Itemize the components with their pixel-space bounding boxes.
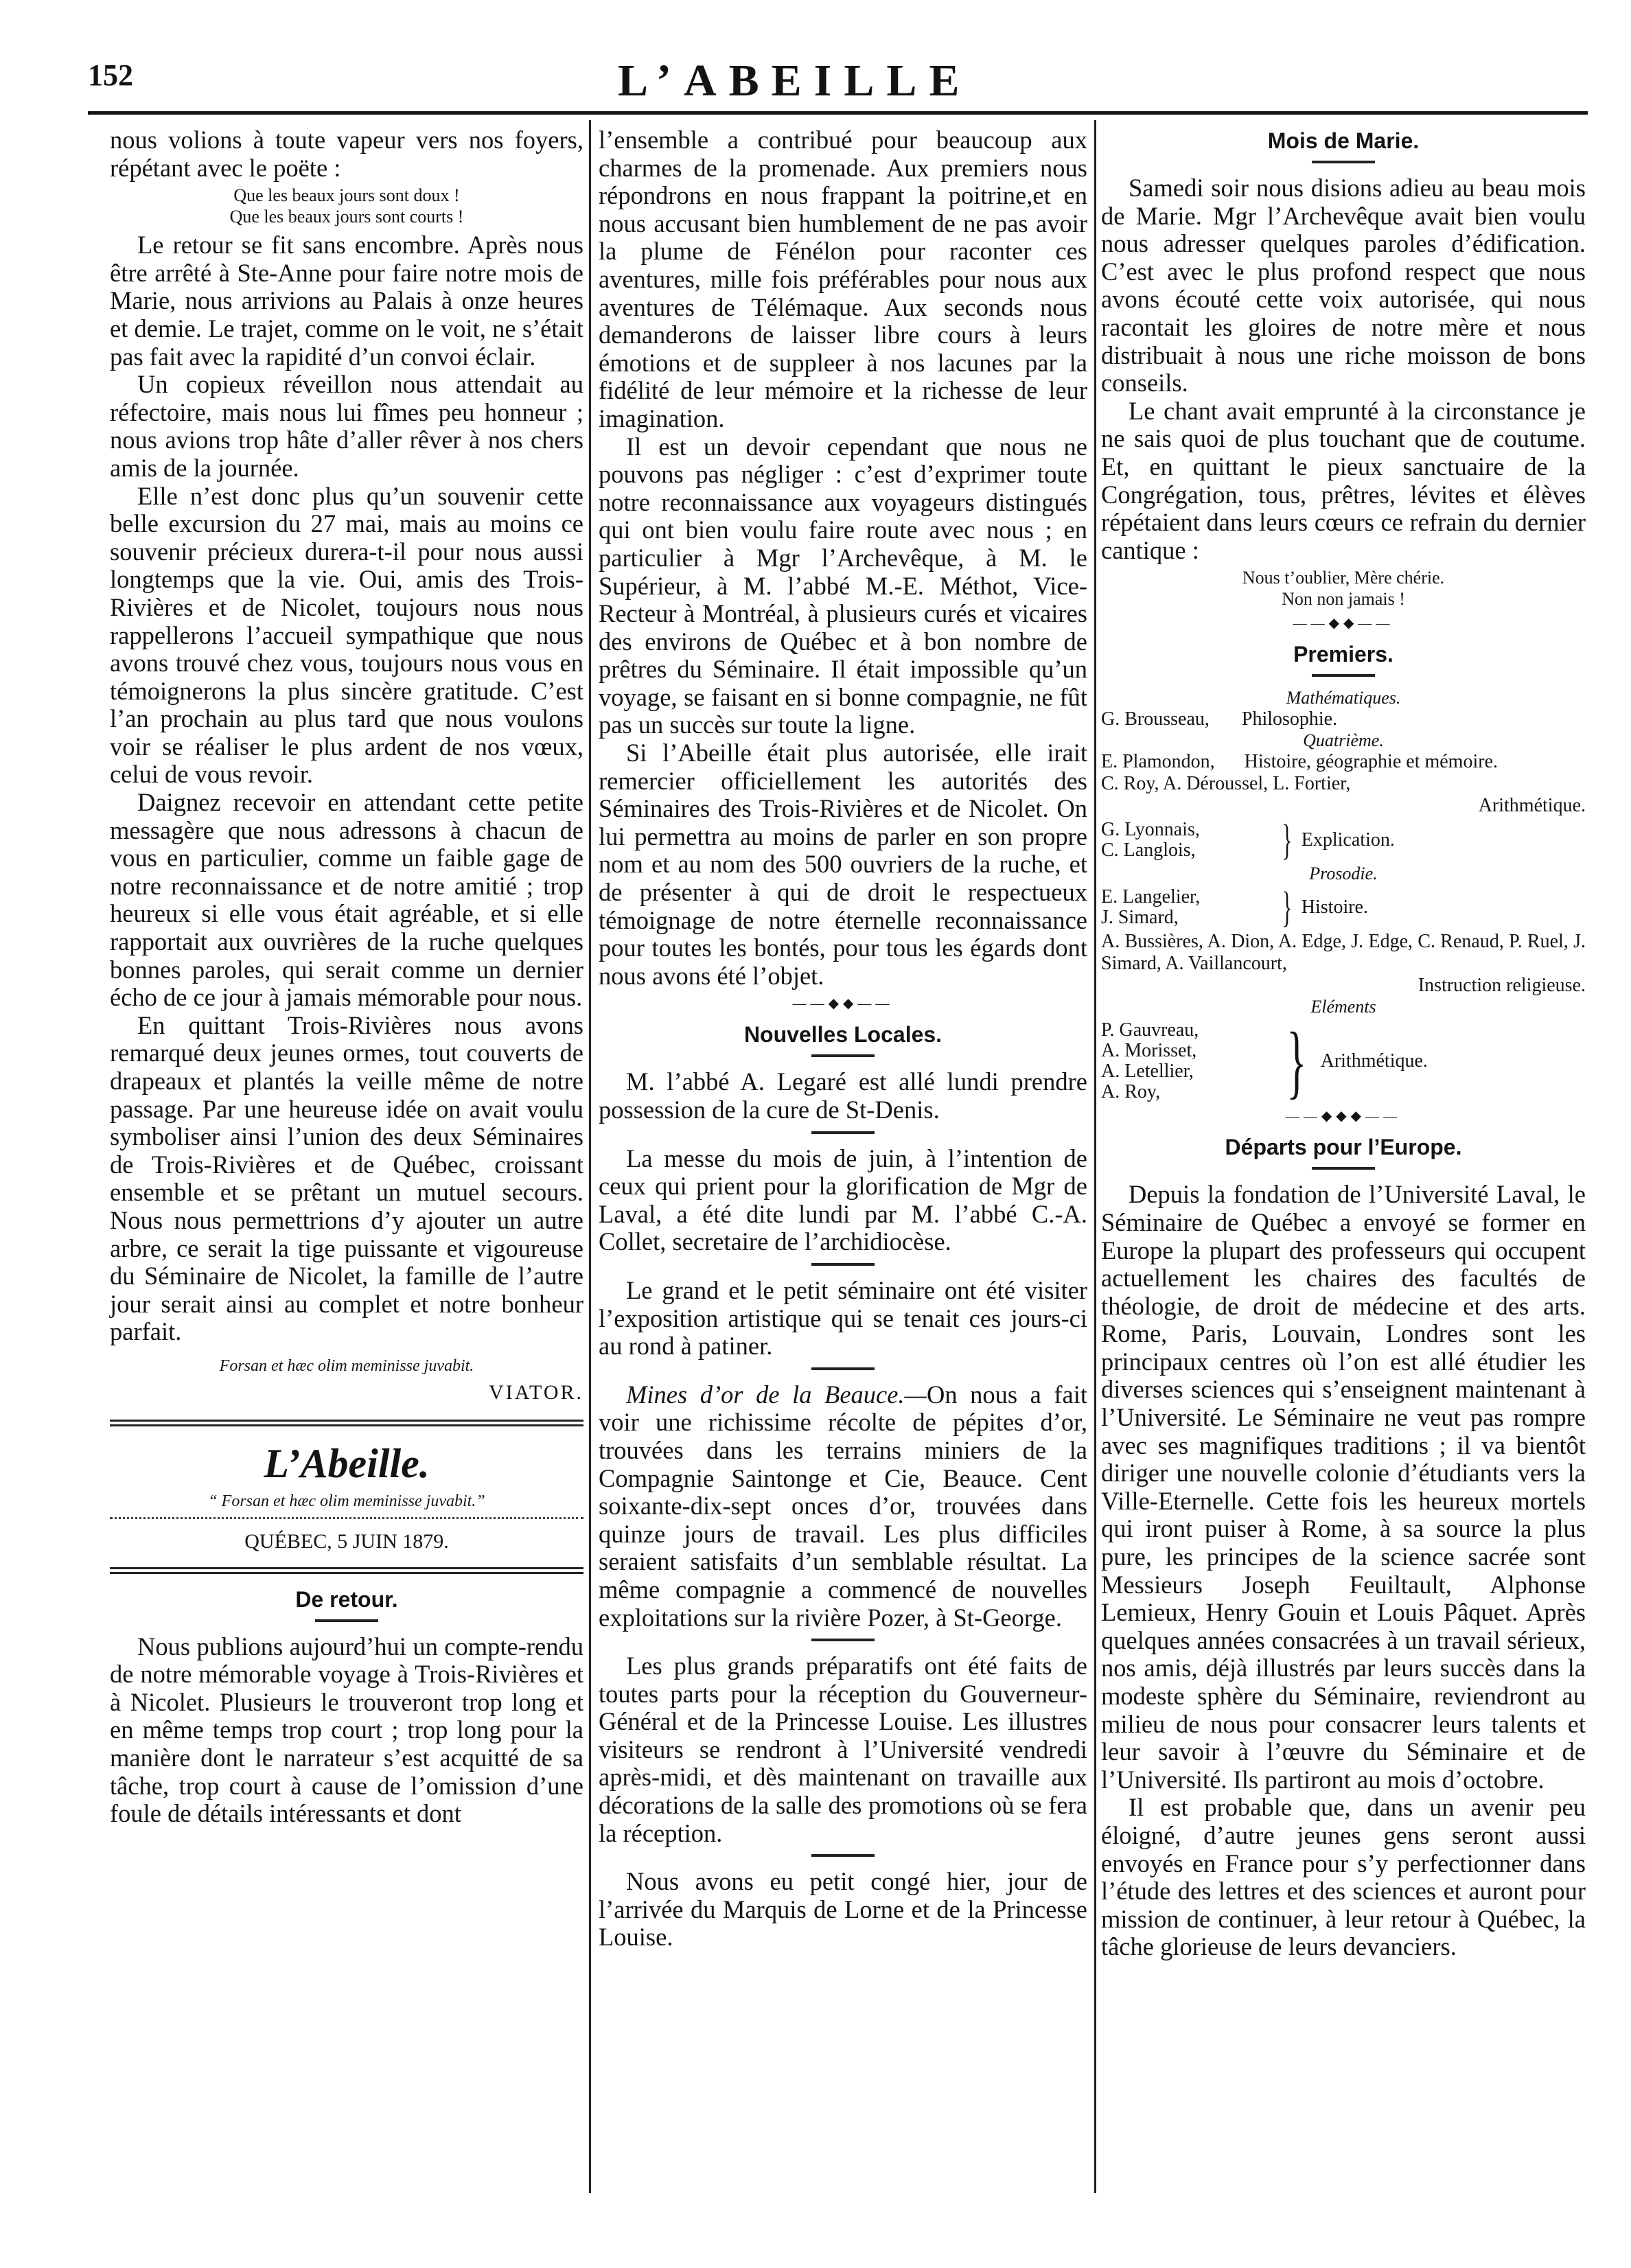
signature: VIATOR.	[489, 1380, 583, 1404]
ornament-divider: ——◆◆◆——	[1285, 1109, 1402, 1124]
newspaper-title: L’Abeille.	[264, 1440, 430, 1486]
subject: Philosophie.	[1241, 708, 1338, 730]
column-3	[1101, 126, 1586, 1961]
news-item: Le grand et le petit séminaire ont été visiter l’exposition artistique qui se tenait ces jours-ci au rond à patiner.	[599, 1275, 1087, 1361]
subject: Histoire.	[1301, 896, 1368, 918]
paragraph: Daignez recevoir en attendant cette petite messagère que nous adressons à chacun de vous en particulier, comme un faible gage de notre reconnaissance et de notre amitié ; trop heureux si elle vous était agréable, et si elle rapportait aux ouvrières de la ruche quelques bonnes paroles, qui serait comme un dernier écho de ce jour à jamais mémorable pour nous.	[110, 788, 583, 1012]
column-2	[599, 126, 1087, 1952]
section-heading: Premiers.	[1293, 642, 1393, 667]
subject: Instruction religieuse.	[1418, 975, 1586, 997]
student-name: G. Lyonnais,	[1101, 819, 1200, 841]
short-rule	[811, 1263, 875, 1266]
paragraph: Le retour se fit sans encombre. Après nous être arrêté à Ste-Anne pour faire notre mois de Marie, nous arrivions au Palais à onze heures et demie. Le trajet, comme on le voit, ne s’était pas fait avec la rapidité d’un convoi éclair.	[110, 231, 583, 371]
short-rule	[1312, 674, 1375, 677]
short-rule	[811, 1367, 875, 1370]
news-item	[599, 1381, 1087, 1632]
paragraph: Si l’Abeille était plus autorisée, elle irait remercier officiellement les autorités des Séminaires des Trois-Rivières et de Nicolet. On lui permettra au moins de parler en son propre nom et au nom des 500 ouvriers de la ruche, et de présenter à qui de droit le respectueux témoignage de notre éternelle reconnaissance pour toutes les bontés, pour tous les égards dont nous avons été l’objet.	[599, 739, 1087, 990]
subject-heading: Mathématiques.	[1286, 688, 1401, 708]
verse-line: Non non jamais !	[1282, 589, 1405, 610]
news-item-text: On nous a fait voir une richissime récolte de pépites d’or, trouvées dans les terrains miniers de la Compagnie Saintonge et Cie, Beauce. Cent soixante-dix-sept onces d’or, trouvées dans quinze jours de travail. Les plus difficiles seraient satisfaits d’un semblable résultat. La même compagnie a commencé de nouvelles exploitations sur la rivière Pozer, à St-George.	[599, 1380, 1087, 1632]
brace-icon: }	[1286, 1015, 1307, 1107]
news-item: Les plus grands préparatifs ont été faits de toutes parts pour la réception du Gouverneur-Général et de la Princesse Louise. Les illustres visiteurs se rendront à l’Université vendredi après-midi, et dès maintenant on travaille aux décorations de la salle des promotions où se fera la réception.	[599, 1652, 1087, 1847]
dotted-rule	[110, 1517, 583, 1519]
paragraph: Samedi soir nous disions adieu au beau mois de Marie. Mgr l’Archevêque avait bien voulu nous adresser quelques paroles d’édification. C’est avec le plus profond respect que nous avons écouté cette voix autorisée, qui nous racontait les gloires de notre mère et nous distribuait à nous une riche moisson de bons conseils.	[1101, 174, 1586, 397]
paragraph: l’ensemble a contribué pour beaucoup aux charmes de la promenade. Aux premiers nous répondrons en nous frappant la poitrine,et en nous accusant bien humblement de ne pas avoir la plume de Fénélon pour raconter ces aventures, mille fois préférables pour nous aux aventures de Télémaque. Aux seconds nous demanderons de laisser libre cours à leurs émotions et de suppleer à nos lacunes par la fidélité de leur mémoire et la richesse de leur imagination.	[599, 126, 1087, 432]
paragraph: En quittant Trois-Rivières nous avons remarqué deux jeunes ormes, tout couverts de drapeaux et plantés la veille même de notre passage. Par une heureuse idée on avait voulu symboliser ainsi l’union des deux Séminaires de Trois-Rivières et de Québec, croissant ensemble et se prêtant un mutuel secours. Nous nous permettrions d’y ajouter un autre arbre, ce serait la tige puissante et vigoureuse du Séminaire de Nicolet, la famille de l’autre jour serait ainsi au complet et notre bonheur parfait.	[110, 1010, 583, 1346]
brace-icon: }	[1282, 884, 1293, 931]
short-rule	[811, 1854, 875, 1857]
ornament-divider: ——◆◆——	[1293, 616, 1394, 632]
prize-row	[1101, 751, 1586, 773]
section-heading: De retour.	[295, 1586, 398, 1612]
news-item-title: Mines d’or de la Beauce.—	[626, 1380, 927, 1409]
prize-group	[1101, 884, 1586, 931]
paragraph: nous volions à toute vapeur vers nos foyers, répétant avec le poëte :	[110, 126, 583, 182]
verse-line: Nous t’oublier, Mère chérie.	[1242, 568, 1445, 588]
prize-row	[1101, 708, 1586, 730]
subject: Arithmétique.	[1478, 795, 1586, 817]
header-rule	[88, 111, 1588, 115]
student-name: E. Langelier,	[1101, 886, 1201, 908]
news-item: La messe du mois de juin, à l’intention de ceux qui prient pour la glorification de Mgr de Laval, a été dite lundi par M. l’abbé C.-A. Collet, secretaire de l’archidiocèse.	[599, 1144, 1087, 1256]
student-name: A. Letellier,	[1101, 1061, 1194, 1083]
verse-line: Que les beaux jours sont doux !	[233, 185, 460, 206]
paragraph: Le chant avait emprunté à la circonstance je ne sais quoi de plus touchant que de coutume. Et, en quittant le pieux sanctuaire de la Congrégation, tous, prêtres, lévites et élèves répétaient dans leurs cœurs ce refrain du dernier cantique :	[1101, 396, 1586, 564]
short-rule	[811, 1131, 875, 1134]
paragraph: Elle n’est donc plus qu’un souvenir cette belle excursion du 27 mai, mais au moins ce souvenir précieux durera-t-il pour nous aussi longtemps que la vie. Oui, amis des Trois-Rivières et de Nicolet, toujours nous nous rappellerons l’accueil sympathique que nous avons trouvé chez vous, toujours nous vous en témoignerons la plus sincère gratitude. C’est l’an prochain au plus tard que nous voulons voir se réaliser le plus ardent de nos vœux, celui de vous revoir.	[110, 481, 583, 789]
subject: Arithmétique.	[1320, 1050, 1428, 1072]
double-rule	[110, 1420, 583, 1426]
page-number: 152	[88, 58, 133, 92]
prize-group	[1101, 1015, 1586, 1107]
column-1	[110, 126, 583, 1828]
short-rule	[811, 1054, 875, 1057]
short-rule	[1312, 1167, 1375, 1170]
student-name: J. Simard,	[1101, 907, 1179, 929]
news-item: Nous avons eu petit congé hier, jour de l’arrivée du Marquis de Lorne et de la Princesse Louise.	[599, 1867, 1087, 1952]
newspaper-motto: “ Forsan et hæc olim meminisse juvabit.”	[208, 1492, 485, 1510]
student-name: A. Roy,	[1101, 1081, 1161, 1103]
verse-line: Que les beaux jours sont courts !	[229, 207, 464, 227]
paragraph: Il est probable que, dans un avenir peu éloigné, d’autre jeunes gens seront aussi envoyés en France pour s’y perfectionner dans l’étude des lettres et des sciences et auront pour mission de continuer, à leur retour à Québec, la tâche glorieuse de leurs devanciers.	[1101, 1793, 1586, 1961]
paragraph: Il est un devoir cependant que nous ne pouvons pas négliger : c’est d’exprimer toute notre reconnaissance aux voyageurs distingués qui ont bien voulu faire route avec nous ; en particulier à Mgr l’Archevêque, à M. le Supérieur, à M. l’abbé M.-E. Méthot, Vice-Recteur à Montréal, à plusieurs curés et vicaires des environs de Québec et à bon nombre de prêtres du Séminaire. Il était impossible qu’un voyage, se faisant en si bonne compagnie, ne fût pas un succès sur toute la ligne.	[599, 432, 1087, 739]
dateline: QUÉBEC, 5 JUIN 1879.	[244, 1529, 449, 1553]
student-name: E. Plamondon,	[1101, 751, 1215, 773]
hymn-quote	[1101, 567, 1586, 610]
paragraph: Depuis la fondation de l’Université Laval, le Séminaire de Québec a envoyé se former en Europe la plupart des professeurs qui occupent actuellement les chaires des facultés de théologie, de droit de médecine et des arts. Rome, Paris, Louvain, Londres sont les principaux centres où l’on est allé étudier les diverses sciences qui s’enseignent maintenant à l’Université. Le Séminaire ne veut pas rompre avec ses magnifiques traditions ; il va bientôt diriger une nouvelle colonie d’étudiants vers la Ville-Eternelle. Cette fois les heureux mortels qui iront puiser à Rome, à sa source la plus pure, les principes de la science sacrée sont Messieurs Joseph Feuiltault, Alphonse Lemieux, Henry Gouin et Louis Pâquet. Après quelques années consacrées à un travail sérieux, nos amis, déjà illustrés par leurs succès dans la modeste sphère du Séminaire, reviendront au milieu de nous pour consacrer leurs talents et leur savoir à l’œuvre du Séminaire et de l’Université. Ils partiront au mois d’octobre.	[1101, 1180, 1586, 1794]
student-list: A. Bussières, A. Dion, A. Edge, J. Edge, C. Renaud, P. Ruel, J. Simard, A. Vaillancourt,	[1101, 931, 1586, 975]
column-rule-right	[1094, 120, 1096, 2193]
subject-heading: Eléments	[1310, 997, 1376, 1017]
latin-motto: Forsan et hæc olim meminisse juvabit.	[219, 1356, 474, 1375]
short-rule	[1312, 161, 1375, 163]
section-heading: Départs pour l’Europe.	[1225, 1135, 1462, 1160]
section-heading: Mois de Marie.	[1267, 128, 1420, 153]
section-heading: Nouvelles Locales.	[743, 1022, 942, 1048]
paragraph: Un copieux réveillon nous attendait au réfectoire, mais nous lui fîmes peu honneur ; nous avions trop hâte d’aller rêver à nos chers amis de la journée.	[110, 370, 583, 482]
student-name: C. Roy, A. Déroussel, L. Fortier,	[1101, 773, 1351, 795]
subject: Explication.	[1301, 829, 1395, 851]
short-rule	[315, 1619, 378, 1622]
prize-group	[1101, 817, 1586, 864]
poem-quote	[110, 185, 583, 227]
subject-heading: Prosodie.	[1309, 864, 1378, 884]
double-rule	[110, 1567, 583, 1574]
brace-icon: }	[1282, 817, 1293, 864]
ornament-divider: ——◆◆——	[792, 996, 894, 1012]
student-name: C. Langlois,	[1101, 840, 1196, 861]
subject-heading: Quatrième.	[1303, 730, 1384, 751]
paragraph: Nous publions aujourd’hui un compte-rendu de notre mémorable voyage à Trois-Rivières et à Nicolet. Plusieurs le trouveront trop long et en même temps trop court ; trop long pour la manière dont le narrateur s’est acquitté de sa tâche, trop court à cause de l’omission d’une foule de détails intéressants et dont	[110, 1632, 583, 1828]
news-item: M. l’abbé A. Legaré est allé lundi prendre possession de la cure de St-Denis.	[599, 1067, 1087, 1124]
short-rule	[811, 1639, 875, 1641]
student-name: G. Brousseau,	[1101, 708, 1210, 730]
column-rule-left	[589, 120, 591, 2193]
student-name: P. Gauvreau,	[1101, 1019, 1199, 1041]
student-name: A. Morisset,	[1101, 1040, 1197, 1062]
subject: Histoire, géographie et mémoire.	[1244, 751, 1498, 773]
masthead-title: L’ABEILLE	[618, 56, 972, 106]
prize-row	[1101, 773, 1586, 795]
